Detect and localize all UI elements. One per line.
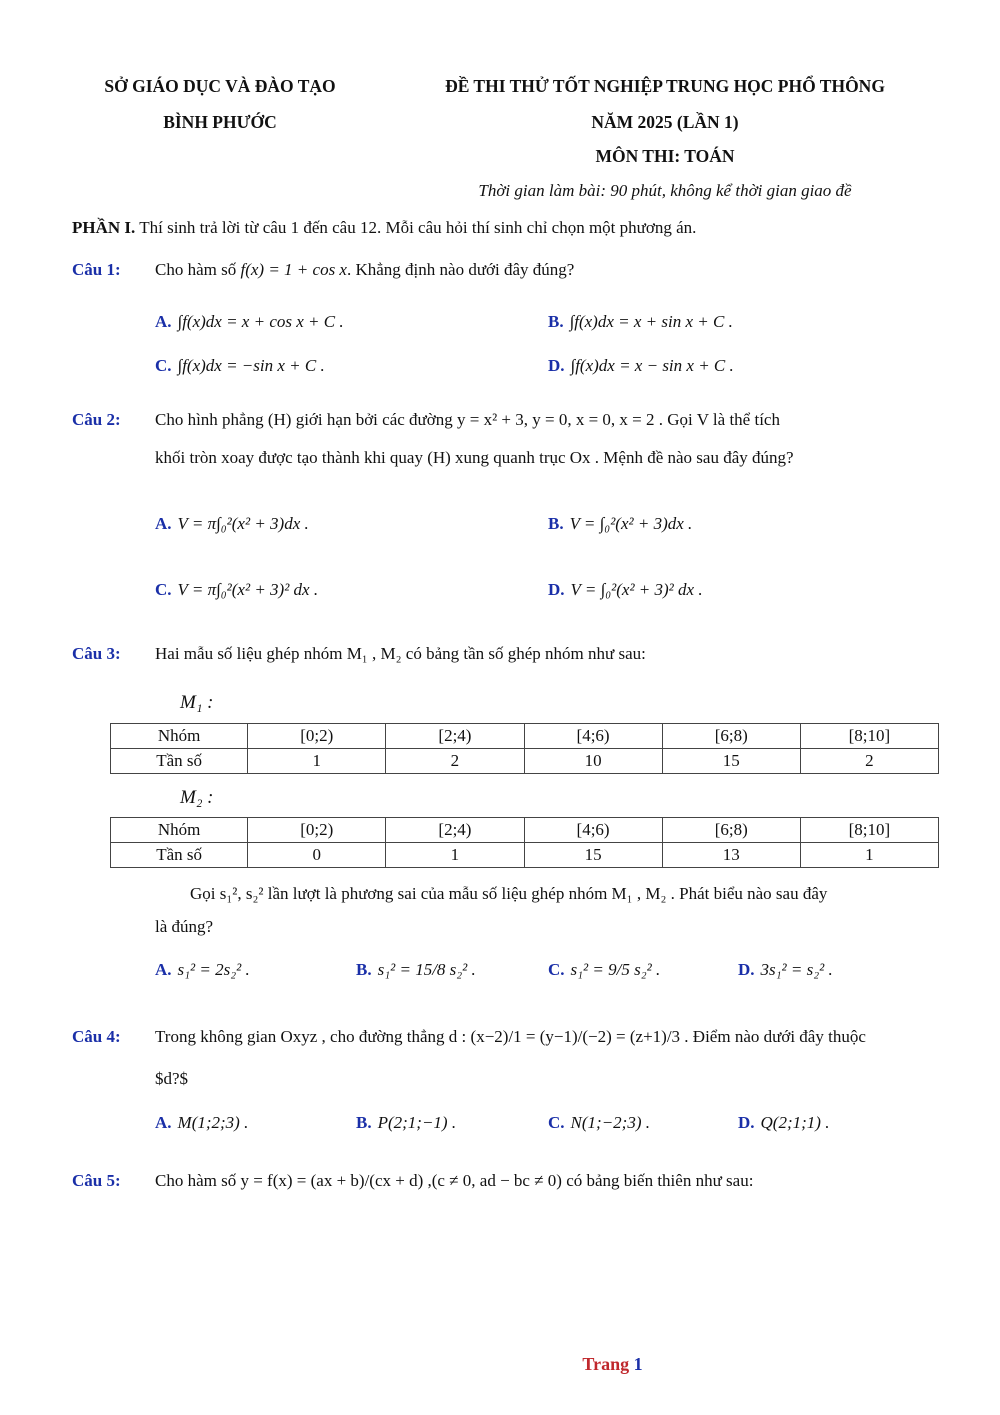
question-4-line2: $d?$ [155, 1069, 189, 1088]
question-4-label: Câu 4: [72, 1027, 121, 1046]
exam-subject: MÔN THI: TOÁN [595, 146, 735, 166]
q3-option-c-text: s₁² = 9/5 s₂² . [570, 960, 661, 979]
q2-option-d-text: V = ∫₀²(x² + 3)² dx . [570, 580, 703, 599]
question-2-label: Câu 2: [72, 410, 121, 429]
q4-option-a-text: M(1;2;3) . [177, 1113, 249, 1132]
q4-option-c[interactable]: C. N(1;−2;3) . [548, 1113, 650, 1132]
department-name: SỞ GIÁO DỤC VÀ ĐÀO TẠO [104, 76, 336, 96]
q4-option-a[interactable]: A. M(1;2;3) . [155, 1113, 249, 1132]
q1-option-d-text: ∫f(x)dx = x − sin x + C . [570, 356, 734, 375]
m1-label: M₁ : [180, 692, 214, 713]
table-cell: 1 [248, 749, 386, 774]
table-cell: [0;2) [248, 818, 386, 843]
table-cell: [6;8) [662, 724, 800, 749]
footer-word: Trang [582, 1354, 630, 1374]
table-cell: 13 [662, 843, 800, 868]
table-cell: [8;10] [800, 818, 938, 843]
question-2-line2: khối tròn xoay được tạo thành khi quay (H) xung quanh trục Ox . Mệnh đề nào sau đây đúng? [155, 448, 794, 467]
q2-option-a-text: V = π∫₀²(x² + 3)dx . [177, 514, 309, 533]
question-1-label: Câu 1: [72, 260, 121, 279]
q2-option-b[interactable]: B. V = ∫₀²(x² + 3)dx . [548, 514, 693, 533]
exam-year: NĂM 2025 (LẦN 1) [591, 112, 739, 132]
question-3-follow1: Gọi s₁², s₂² lần lượt là phương sai của mẫu số liệu ghép nhóm M₁ , M₂ . Phát biểu nào sau đây [190, 884, 828, 903]
question-4-line1: Trong không gian Oxyz , cho đường thẳng d : (x−2)/1 = (y−1)/(−2) = (z+1)/3 . Điểm nào dưới đây thuộc [155, 1027, 866, 1046]
q3-option-d-text: 3s₁² = s₂² . [760, 960, 833, 979]
question-3-stem: Hai mẫu số liệu ghép nhóm M₁ , M₂ có bảng tần số ghép nhóm như sau: [155, 644, 646, 663]
table-cell: [0;2) [248, 724, 386, 749]
q3-option-d[interactable]: D. 3s₁² = s₂² . [738, 960, 833, 979]
q2-option-c[interactable]: C. V = π∫₀²(x² + 3)² dx . [155, 580, 319, 599]
part-text: Thí sinh trả lời từ câu 1 đến câu 12. Mỗi câu hỏi thí sinh chỉ chọn một phương án. [139, 218, 697, 237]
q1-formula: f(x) = 1 + cos x [240, 260, 347, 279]
table-row [111, 843, 939, 868]
q1-stem-a: Cho hàm số [155, 260, 237, 279]
q1-option-b-text: ∫f(x)dx = x + sin x + C . [569, 312, 733, 331]
q3-option-a-text: s₁² = 2s₂² . [177, 960, 250, 979]
table-cell: [4;6) [524, 724, 662, 749]
table-cell: 2 [800, 749, 938, 774]
q2-option-b-text: V = ∫₀²(x² + 3)dx . [569, 514, 693, 533]
time-note: Thời gian làm bài: 90 phút, không kể thời gian giao đề [478, 181, 852, 200]
q2-option-a[interactable]: A. V = π∫₀²(x² + 3)dx . [155, 514, 309, 533]
province-name: BÌNH PHƯỚC [163, 112, 277, 132]
table-cell: [8;10] [800, 724, 938, 749]
question-3-label: Câu 3: [72, 644, 121, 663]
question-3-follow2: là đúng? [155, 917, 214, 936]
question-5-label: Câu 5: [72, 1171, 121, 1190]
q4-option-d[interactable]: D. Q(2;1;1) . [738, 1113, 830, 1132]
q2-option-c-text: V = π∫₀²(x² + 3)² dx . [177, 580, 319, 599]
table-cell: [2;4) [386, 724, 524, 749]
q1-option-a[interactable]: A. ∫f(x)dx = x + cos x + C . [155, 312, 344, 331]
q1-option-b[interactable]: B. ∫f(x)dx = x + sin x + C . [548, 312, 733, 331]
q4-option-c-text: N(1;−2;3) . [570, 1113, 650, 1132]
q1-option-a-text: ∫f(x)dx = x + cos x + C . [177, 312, 344, 331]
table-row [111, 724, 939, 749]
q4-option-b-text: P(2;1;−1) . [377, 1113, 457, 1132]
q1-option-d[interactable]: D. ∫f(x)dx = x − sin x + C . [548, 356, 734, 375]
page-footer [0, 1354, 1000, 1375]
table-cell: [6;8) [662, 818, 800, 843]
q4-option-b[interactable]: B. P(2;1;−1) . [356, 1113, 457, 1132]
part-title: PHẦN I. [72, 218, 136, 237]
table-cell: 2 [386, 749, 524, 774]
question-1-stem [155, 260, 574, 280]
table-cell: Nhóm [111, 724, 248, 749]
q1-option-c-text: ∫f(x)dx = −sin x + C . [177, 356, 325, 375]
table-cell: [2;4) [386, 818, 524, 843]
q1-option-c[interactable]: C. ∫f(x)dx = −sin x + C . [155, 356, 325, 375]
table-cell: [4;6) [524, 818, 662, 843]
q3-option-b[interactable]: B. s₁² = 15/8 s₂² . [356, 960, 476, 979]
table-cell: 0 [248, 843, 386, 868]
q3-option-c[interactable]: C. s₁² = 9/5 s₂² . [548, 960, 661, 979]
page-number: 1 [633, 1354, 643, 1374]
q2-option-d[interactable]: D. V = ∫₀²(x² + 3)² dx . [548, 580, 703, 599]
exam-title: ĐỀ THI THỬ TỐT NGHIỆP TRUNG HỌC PHỔ THÔNG [445, 76, 885, 96]
table-cell: 15 [662, 749, 800, 774]
question-2-line1: Cho hình phẳng (H) giới hạn bởi các đường y = x² + 3, y = 0, x = 0, x = 2 . Gọi V là thể tích [155, 410, 780, 429]
part-instructions [72, 218, 696, 238]
q4-option-d-text: Q(2;1;1) . [760, 1113, 830, 1132]
table-cell: Tần số [111, 749, 248, 774]
m1-frequency-table [110, 723, 939, 774]
table-cell: 10 [524, 749, 662, 774]
m2-label: M₂ : [180, 787, 214, 808]
q3-option-b-text: s₁² = 15/8 s₂² . [377, 960, 476, 979]
table-cell: 15 [524, 843, 662, 868]
q1-stem-b: . Khẳng định nào dưới đây đúng? [346, 260, 575, 279]
q3-option-a[interactable]: A. s₁² = 2s₂² . [155, 960, 250, 979]
table-cell: Nhóm [111, 818, 248, 843]
table-cell: 1 [386, 843, 524, 868]
table-row [111, 818, 939, 843]
question-5-text: Cho hàm số y = f(x) = (ax + b)/(cx + d) ,(c ≠ 0, ad − bc ≠ 0) có bảng biến thiên như sau: [155, 1171, 754, 1190]
m2-frequency-table [110, 817, 939, 868]
table-row [111, 749, 939, 774]
table-cell: 1 [800, 843, 938, 868]
table-cell: Tần số [111, 843, 248, 868]
